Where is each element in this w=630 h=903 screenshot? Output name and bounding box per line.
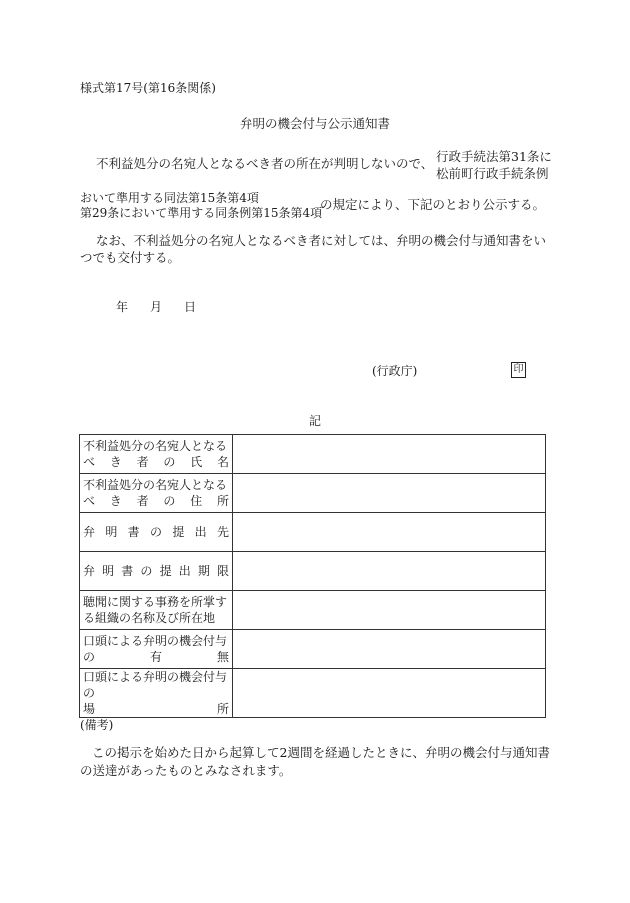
- row-label: [80, 630, 233, 669]
- submission-deadline-value-cell[interactable]: [233, 552, 546, 591]
- row-label: [80, 552, 233, 591]
- date-day-label: 日: [184, 300, 197, 314]
- label-line: る組織の名称及び所在地: [83, 611, 216, 625]
- table-row: [80, 669, 546, 718]
- table-row: [80, 513, 546, 552]
- label-line-spaced: 弁 明 書 の 提 出 先: [83, 525, 229, 539]
- law-option-b-line1: 松前町行政手続条例: [436, 166, 549, 181]
- row-label: [80, 435, 233, 474]
- items-table: [79, 434, 546, 718]
- row-label: [80, 474, 233, 513]
- ki-heading: 記: [308, 414, 321, 428]
- remarks-text: この掲示を始めた日から起算して2週間を経過したときに、弁明の機会付与通知書の送達があったものとみなされます。: [80, 745, 550, 778]
- oral-opportunity-value-cell[interactable]: [233, 630, 546, 669]
- label-line: 不利益処分の名宛人となる: [83, 439, 228, 453]
- label-line-spaced: の 有 無: [83, 650, 229, 664]
- table-row: [80, 591, 546, 630]
- row-label: [80, 591, 233, 630]
- law-option-b-line2: 第29条において準用する同条例第15条第4項: [80, 206, 323, 220]
- table-row: [80, 474, 546, 513]
- row-label: [80, 513, 233, 552]
- remarks-label: (備考): [80, 718, 114, 732]
- name-value-cell[interactable]: [233, 435, 546, 474]
- table-row: [80, 630, 546, 669]
- table-row: [80, 552, 546, 591]
- oral-location-value-cell[interactable]: [233, 669, 546, 718]
- label-line: 不利益処分の名宛人となる: [83, 478, 228, 492]
- intro-lead-text: 不利益処分の名宛人となるべき者の所在が判明しないので、: [96, 156, 434, 171]
- law-option-a-line2: おいて準用する同法第15条第4項: [80, 191, 259, 205]
- row-label: [80, 669, 233, 718]
- seal-mark: 印: [511, 362, 526, 378]
- label-line-spaced: べ き 者 の 住 所: [83, 494, 229, 508]
- notice-paragraph: なお、不利益処分の名宛人となるべき者に対しては、弁明の機会付与通知書をいつでも交付する。: [80, 233, 547, 265]
- date-year-label: 年: [116, 300, 129, 314]
- agency-label: (行政庁): [372, 364, 418, 378]
- document-title: 弁明の機会付与公示通知書: [239, 116, 390, 131]
- label-line: 口頭による弁明の機会付与の: [83, 670, 228, 700]
- table-row: [80, 435, 546, 474]
- address-value-cell[interactable]: [233, 474, 546, 513]
- intro-tail-text: の規定により、下記のとおり公示する。: [320, 197, 546, 212]
- form-number: 様式第17号(第16条関係): [80, 81, 216, 95]
- organization-value-cell[interactable]: [233, 591, 546, 630]
- label-line-spaced: 場 所: [83, 702, 229, 716]
- submission-destination-value-cell[interactable]: [233, 513, 546, 552]
- label-line-spaced: 弁 明 書 の 提 出 期 限: [83, 564, 229, 578]
- label-line-spaced: べ き 者 の 氏 名: [83, 455, 229, 469]
- law-option-a-line1: 行政手続法第31条に: [436, 149, 552, 164]
- label-line: 聴聞に関する事務を所掌す: [83, 595, 228, 609]
- date-month-label: 月: [150, 300, 163, 314]
- label-line: 口頭による弁明の機会付与: [83, 634, 228, 648]
